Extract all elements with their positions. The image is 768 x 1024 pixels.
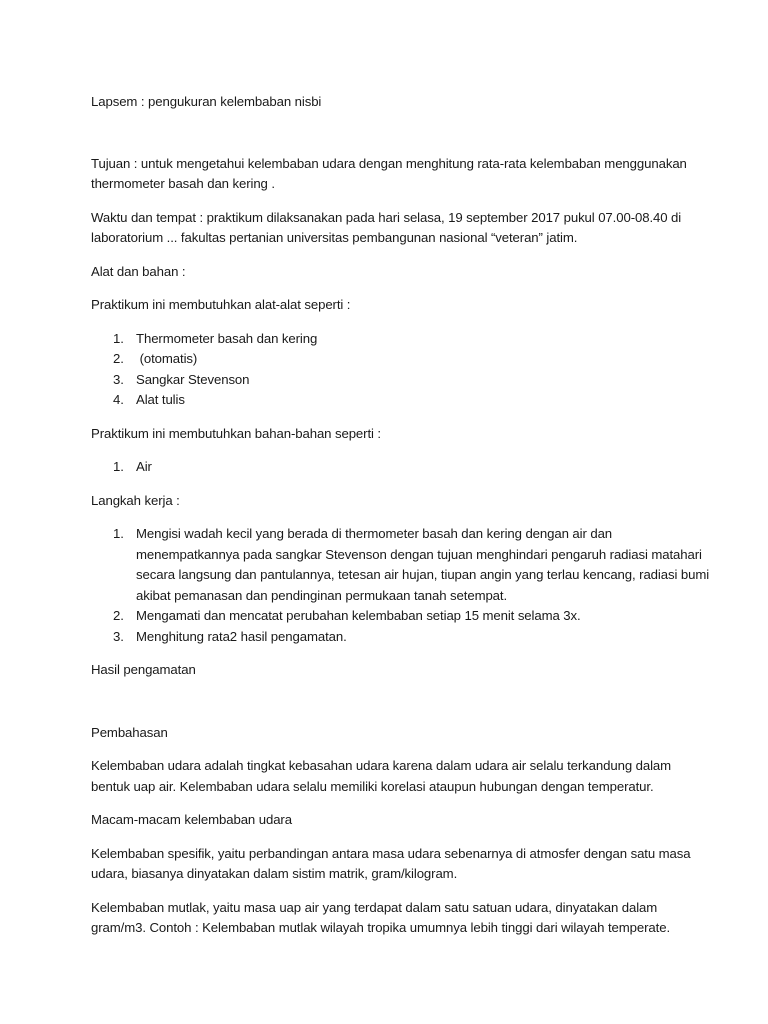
hasil-heading: Hasil pengamatan (91, 662, 196, 677)
list-number: 3. (113, 628, 124, 644)
list-number: 4. (113, 392, 124, 407)
list-number: 2. (113, 351, 124, 366)
list-item (91, 457, 711, 478)
pembahasan-heading: Pembahasan (91, 724, 168, 740)
list-number: 1. (113, 526, 124, 541)
list-number: 1. (113, 330, 124, 346)
list-item (91, 349, 711, 370)
list-text: Thermometer basah dan kering (136, 330, 318, 346)
waktu-paragraph: Waktu dan tempat : praktikum dilaksanakan pada hari selasa, 19 september 2017 pukul 07.00-08.40 di laboratorium ... fakultas pertanian universitas pembangunan nasional “veteran” jatim. (91, 209, 682, 245)
list-item (91, 370, 711, 391)
alat-intro: Praktikum ini membutuhkan alat-alat seperti : (91, 297, 351, 312)
document-body (91, 92, 711, 952)
list-item (91, 329, 711, 350)
list-item (91, 606, 711, 627)
bahan-list (91, 457, 711, 478)
alat-list (91, 329, 711, 411)
list-number: 2. (113, 608, 124, 623)
spesifik-paragraph: Kelembaban spesifik, yaitu perbandingan antara masa udara sebenarnya di atmosfer dengan satu masa udara, biasanya dinyatakan dalam sistim matrik, gram/kilogram. (91, 845, 691, 881)
list-text: Sangkar Stevenson (136, 371, 250, 387)
langkah-list (91, 524, 711, 647)
list-text: Mengamati dan mencatat perubahan kelembaban setiap 15 menit selama 3x. (136, 608, 581, 623)
mutlak-paragraph: Kelembaban mutlak, yaitu masa uap air yang terdapat dalam satu satuan udara, dinyatakan dalam gram/m3. Contoh : Kelembaban mutlak wilayah tropika umumnya lebih tinggi dari wilayah temperate. (91, 899, 671, 935)
list-item (91, 524, 711, 606)
bahan-intro: Praktikum ini membutuhkan bahan-bahan seperti : (91, 425, 381, 441)
list-item (91, 627, 711, 648)
list-text: Menghitung rata2 hasil pengamatan. (136, 628, 347, 644)
tujuan-paragraph: Tujuan : untuk mengetahui kelembaban udara dengan menghitung rata-rata kelembaban menggunakan thermometer basah dan kering . (91, 155, 687, 191)
list-number: 3. (113, 371, 124, 387)
alat-heading: Alat dan bahan : (91, 263, 186, 279)
list-number: 1. (113, 459, 124, 474)
list-text: Mengisi wadah kecil yang berada di thermometer basah dan kering dengan air dan menempatkannya pada sangkar Stevenson dengan tujuan menghindari pengaruh radiasi matahari secara langsung dan pantulannya, tetesan air hujan, tiupan angin yang terlau kencang, radiasi bumi akibat pemanasan dan pendinginan permukaan tanah setempat. (136, 526, 710, 603)
list-text: Alat tulis (136, 392, 185, 407)
list-text: Air (136, 459, 152, 474)
pembahasan-paragraph: Kelembaban udara adalah tingkat kebasahan udara karena dalam udara air selalu terkandung dalam bentuk uap air. Kelembaban udara selalu memiliki korelasi ataupun hubungan dengan temperatur. (91, 758, 672, 794)
macam-heading: Macam-macam kelembaban udara (91, 812, 292, 827)
list-item (91, 390, 711, 411)
document-title: Lapsem : pengukuran kelembaban nisbi (91, 94, 322, 109)
list-text: (otomatis) (136, 351, 198, 366)
langkah-heading: Langkah kerja : (91, 492, 180, 508)
